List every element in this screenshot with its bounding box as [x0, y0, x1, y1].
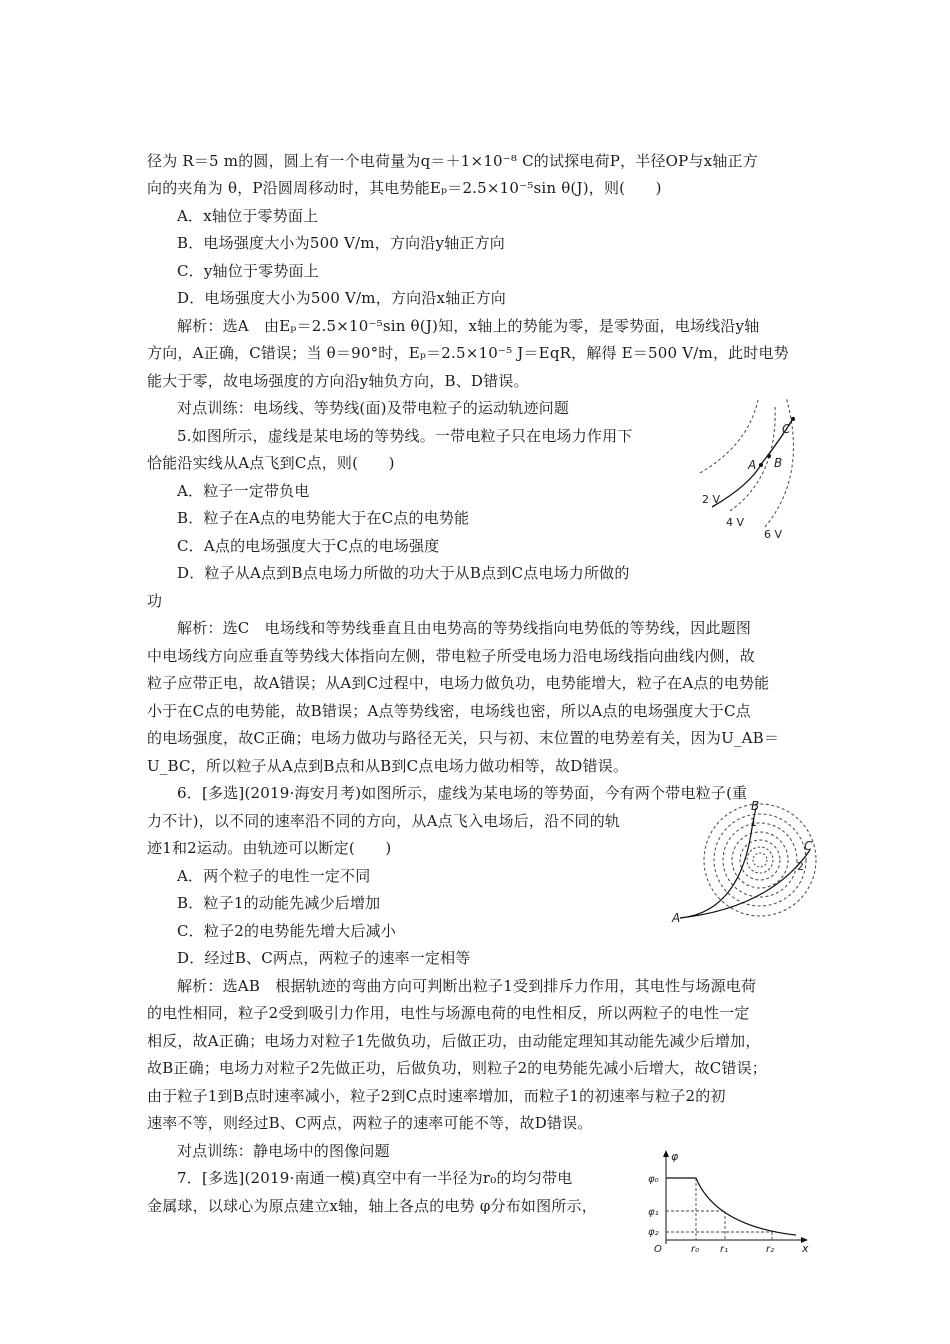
figure-equipotential-lines [690, 395, 820, 545]
question-5: 5.如图所示，虚线是某电场的等势线。一带电粒子只在电场力作用下 [177, 427, 633, 445]
label-phi0: φ₀ [648, 1174, 659, 1185]
analysis-line: 相反，故A正确；电场力对粒子1先做负功，后做正功，由动能定理知其动能先减少后增加， [147, 1032, 761, 1050]
option-b: B．粒子在A点的电势能大于在C点的电势能 [177, 509, 470, 527]
text-line: 向的夹角为 θ，P沿圆周移动时，其电势能Eₚ＝2.5×10⁻⁵sin θ(J)，则( ) [147, 179, 662, 197]
analysis-line: 方向，A正确，C错误；当 θ＝90°时，Eₚ＝2.5×10⁻⁵ J＝EqR，解得 E＝500 V/m，此时电势 [147, 344, 789, 362]
point-c-dot [791, 417, 795, 421]
question-7-line: 金属球，以球心为原点建立x轴，轴上各点的电势 φ分布如图所示， [147, 1197, 597, 1215]
question-6: 6．[多选](2019·海安月考)如图所示，虚线为某电场的等势面，今有两个带电粒子(重 [177, 784, 748, 802]
option-d: D．电场强度大小为500 V/m，方向沿x轴正方向 [177, 289, 506, 307]
label-phi2: φ₂ [648, 1227, 659, 1238]
label-c: C [804, 839, 813, 853]
equipotential-ring [723, 823, 797, 897]
analysis-line: 能大于零，故电场强度的方向沿y轴负方向，B、D错误。 [147, 372, 529, 390]
label-phi-axis: φ [671, 1150, 679, 1163]
equipotential-ring [740, 840, 780, 880]
section-heading: 对点训练：静电场中的图像问题 [177, 1142, 390, 1160]
analysis-line: 中电场线方向应垂直等势线大体指向左侧，带电粒子所受电场力沿电场线指向曲线内侧，故 [147, 647, 756, 665]
label-4v: 4 V [726, 516, 745, 529]
option-c: C．y轴位于零势面上 [177, 262, 319, 280]
text-line: 径为 R＝5 m的圆，圆上有一个电荷量为q＝＋1×10⁻⁸ C的试探电荷P，半径OP与x轴正方 [147, 152, 758, 170]
analysis-line: 由于粒子1到B点时速率减小，粒子2到C点时速率增加，而粒子1的初速率与粒子2的初 [147, 1087, 726, 1105]
analysis-line: 的电场强度，故C正确；电场力做功与路径无关，只与初、末位置的电势差有关，因为U_AB＝ [147, 729, 780, 747]
equipotential-ring [753, 853, 767, 867]
label-1: 1 [750, 816, 757, 829]
potential-curve [666, 1178, 796, 1235]
analysis-line: 解析：选C 电场线和等势线垂直且由电势高的等势线指向电势低的等势线，因此题图 [177, 619, 752, 637]
option-a: A．两个粒子的电性一定不同 [177, 867, 371, 885]
analysis-line: 小于在C点的电势能，故B错误；A点等势线密，电场线也密，所以A点的电场强度大于C点 [147, 702, 751, 720]
label-r2: r₂ [766, 1244, 775, 1255]
label-6v: 6 V [764, 528, 783, 541]
option-d: D．粒子从A点到B点电场力所做的功大于从B点到C点电场力所做的 [177, 564, 630, 582]
point-a-dot [759, 463, 763, 467]
option-b: B．粒子1的动能先减少后增加 [177, 894, 381, 912]
option-c: C．粒子2的电势能先增大后减小 [177, 922, 397, 940]
label-c: C [782, 422, 791, 436]
option-c: C．A点的电场强度大于C点的电场强度 [177, 537, 440, 555]
analysis-line: 的电性相同，粒子2受到吸引力作用，电性与场源电荷的电性相反，所以两粒子的电性一定 [147, 1004, 750, 1022]
equipotential-ring [747, 847, 773, 873]
analysis-line: 粒子应带正电，故A错误；从A到C过程中，电场力做负功，电势能增大，粒子在A点的电势能 [147, 674, 770, 692]
question-6-line: 迹1和2运动。由轨迹可以断定( ) [147, 839, 392, 857]
figure-potential-graph [646, 1148, 816, 1256]
analysis-line: U_BC，所以粒子从A点到B点和从B到C点电场力做功相等，故D错误。 [147, 757, 629, 775]
label-a: A [672, 911, 681, 925]
option-d-cont: 功 [147, 592, 163, 610]
label-2: 2 [797, 860, 804, 873]
label-a: A [748, 458, 757, 472]
label-origin: O [654, 1244, 662, 1255]
analysis-line: 速率不等，则经过B、C两点，两粒子的速率可能不等，故D错误。 [147, 1114, 593, 1132]
option-a: A．x轴位于零势面上 [177, 207, 319, 225]
analysis-line: 解析：选AB 根据轨迹的弯曲方向可判断出粒子1受到排斥力作用，其电性与场源电荷 [177, 977, 757, 995]
option-b: B．电场强度大小为500 V/m，方向沿y轴正方向 [177, 234, 506, 252]
question-5-line: 恰能沿实线从A点飞到C点，则( ) [147, 454, 395, 472]
label-r0: r₀ [691, 1244, 700, 1255]
label-2v: 2 V [702, 493, 721, 506]
section-heading: 对点训练：电场线、等势线(面)及带电粒子的运动轨迹问题 [177, 399, 570, 417]
option-d: D．经过B、C两点，两粒子的速率一定相等 [177, 949, 471, 967]
option-a: A．粒子一定带负电 [177, 482, 310, 500]
label-phi1: φ₁ [648, 1207, 659, 1218]
question-6-line: 力不计)，以不同的速率沿不同的方向，从A点飞入电场后，沿不同的轨 [147, 812, 621, 830]
label-b: B [774, 456, 783, 470]
y-axis-arrow [663, 1150, 669, 1157]
label-b: B [751, 800, 760, 813]
point-b-dot [767, 454, 771, 458]
label-x-axis: x [802, 1242, 809, 1255]
figure-concentric-equipotentials [670, 800, 820, 925]
analysis-line: 解析：选A 由Eₚ＝2.5×10⁻⁵sin θ(J)知，x轴上的势能为零，是零势面，电场线沿y轴 [177, 317, 760, 335]
label-r1: r₁ [720, 1244, 729, 1255]
analysis-line: 故B正确；电场力对粒子2先做正功，后做负功，则粒子2的电势能先减小后增大，故C错误； [147, 1059, 767, 1077]
question-7: 7．[多选](2019·南通一模)真空中有一半径为r₀的均匀带电 [177, 1169, 573, 1187]
